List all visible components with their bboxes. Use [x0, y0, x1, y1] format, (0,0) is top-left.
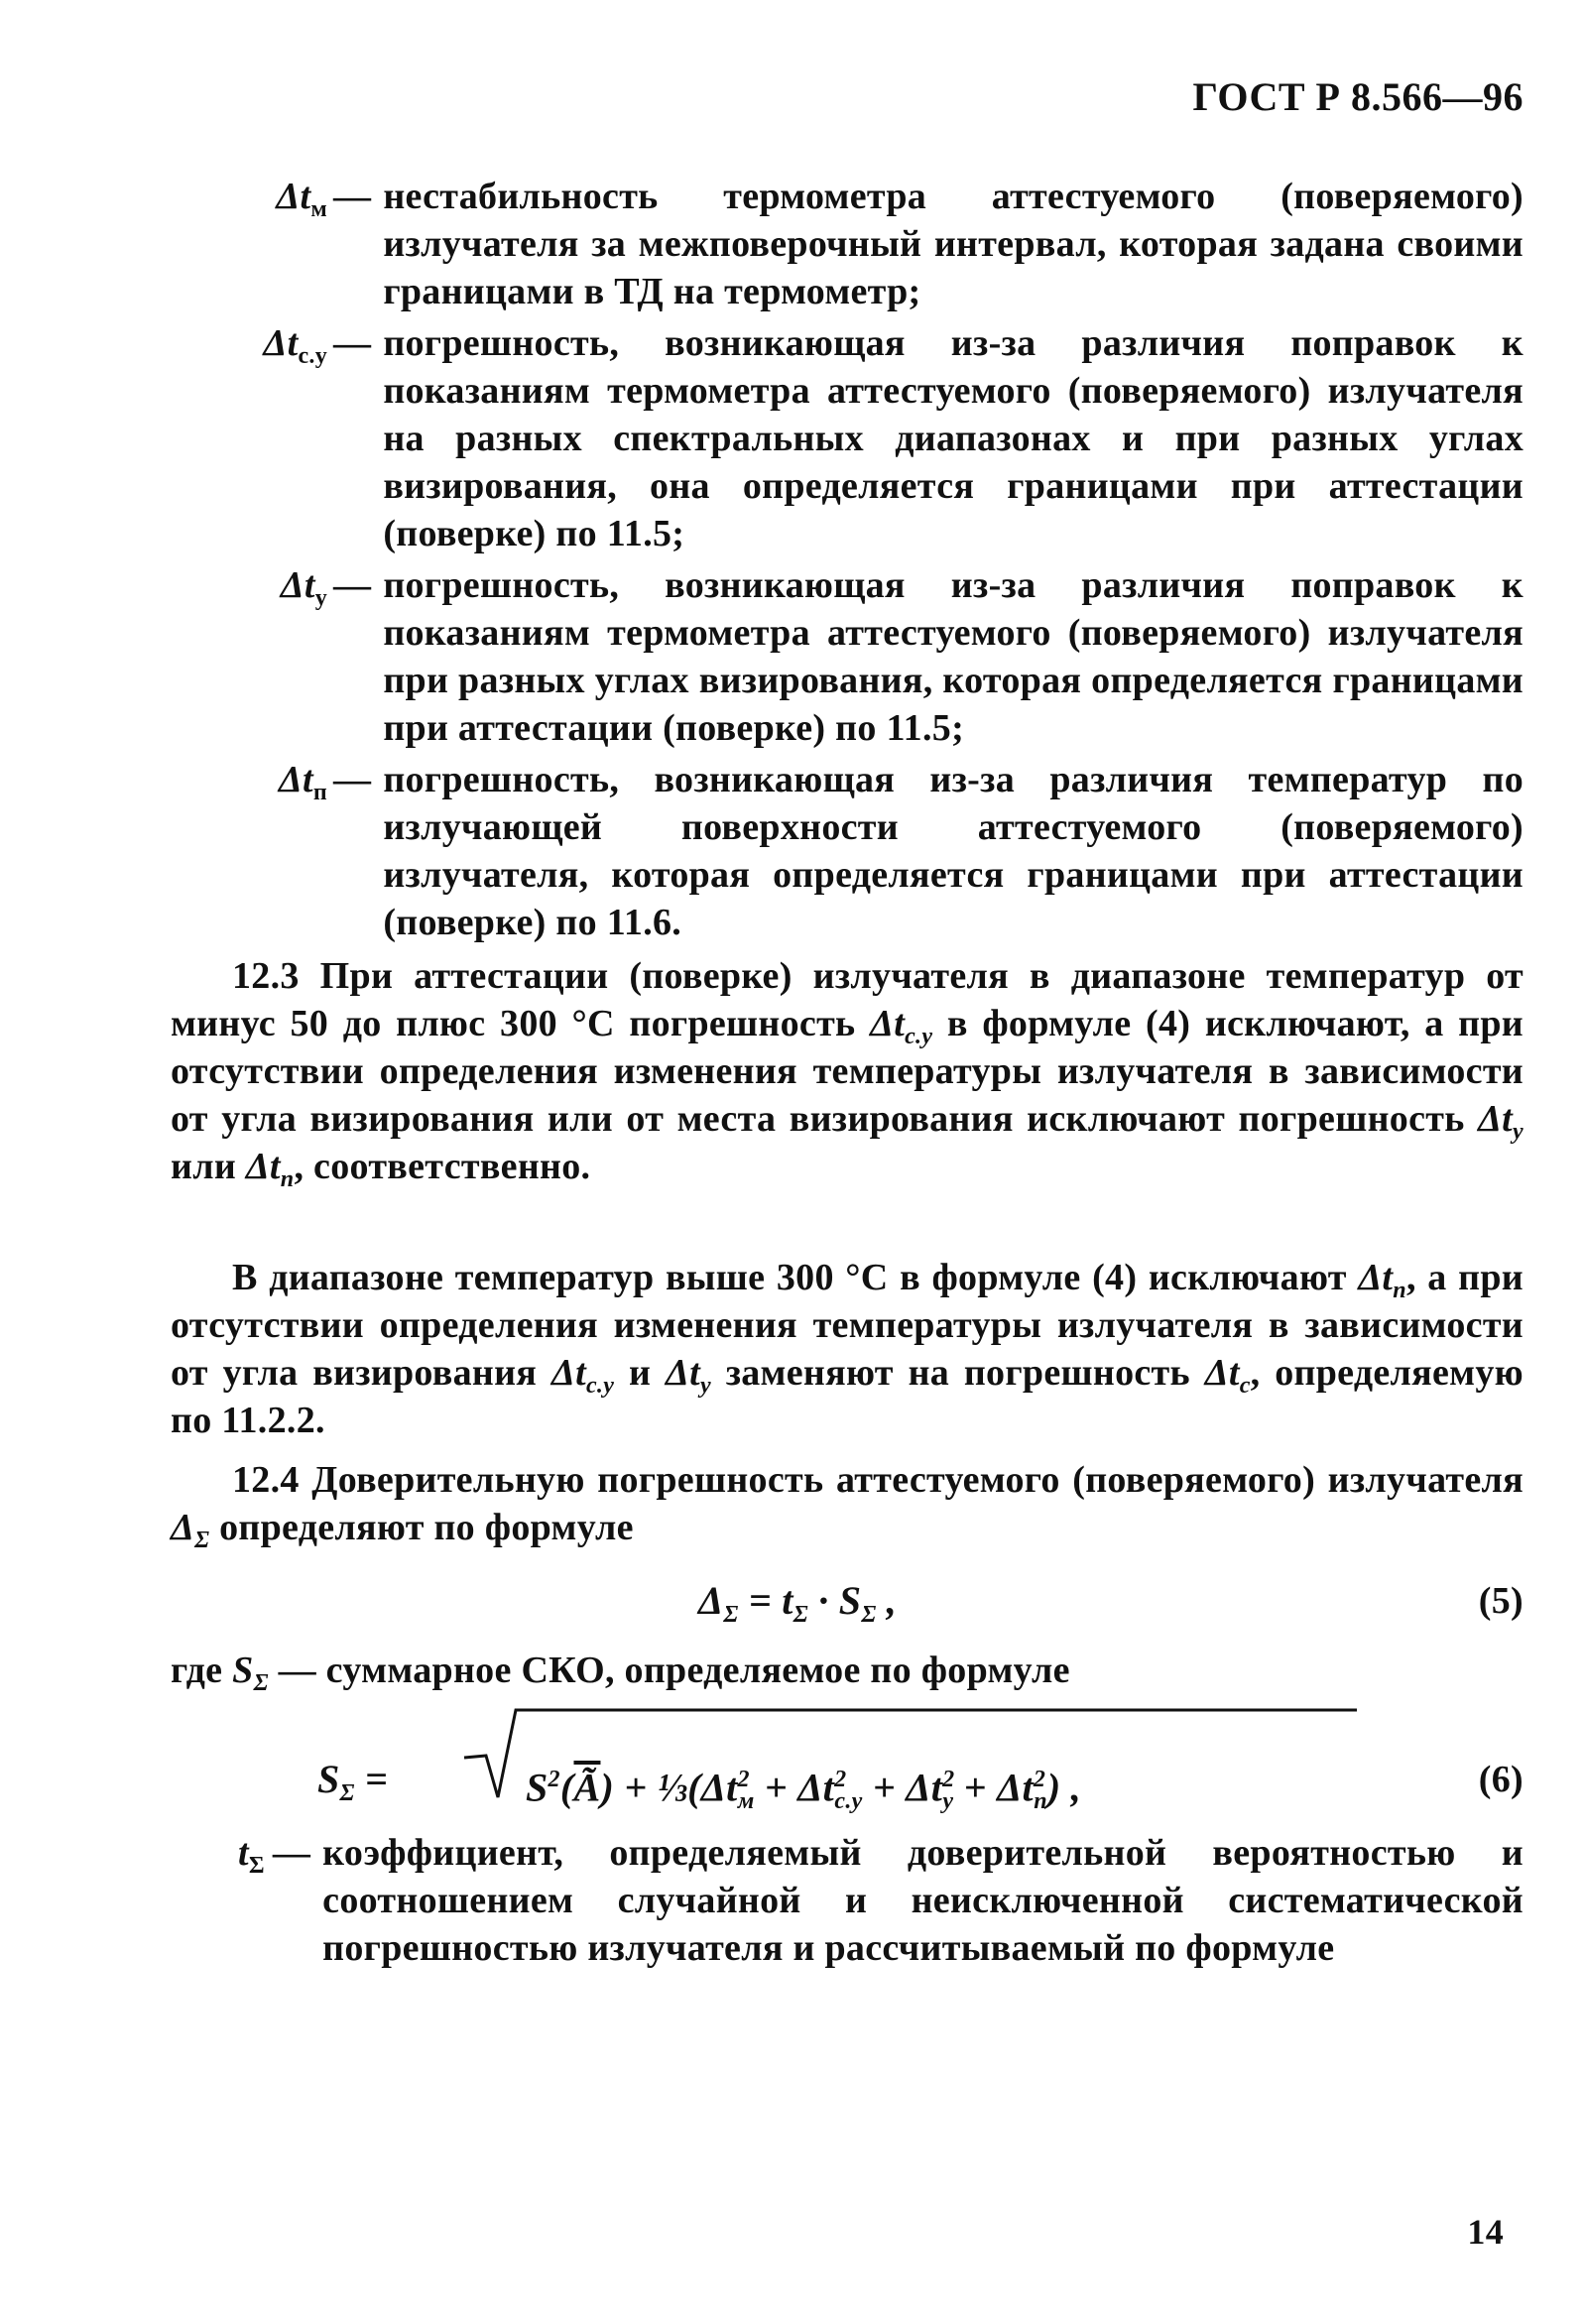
t-sigma-definition	[238, 1829, 1524, 1972]
definition-symbol	[194, 756, 333, 803]
formula-6: $S_\Sigma$ = $S^2(\overline{Ã})$ + $\frac{1}{3}(\Delta t^2_м + \Delta t^2_{с.у} + \Delta t^2_у + \Delta t^2_п)$ ,	[317, 1706, 1369, 1815]
definition-dash: —	[333, 759, 372, 800]
symbol-subscript: с.у	[298, 343, 327, 369]
definition-text: погрешность, возникающая из-за различия поправок к показаниям термометра аттестуемого (поверяемого) излучателя на разных спектральных диапазонах и при разных углах визирования, она определяется границами при аттестации (поверке) по 11.5;	[383, 322, 1524, 554]
symbol-base: Δt	[276, 176, 311, 217]
symbol-dt-s: $\Delta t_с$	[1204, 1352, 1251, 1399]
definition-item	[194, 319, 1524, 557]
document-code: ГОСТ Р 8.566—96	[1192, 74, 1524, 119]
definition-text: нестабильность термометра аттестуемого (поверяемого) излучателя за межповерочный интервал, которая задана своими границами в ТД на термометр;	[383, 176, 1524, 312]
definition-symbol	[194, 319, 333, 367]
definition-dash: —	[333, 564, 372, 606]
symbol-dt-y: $\Delta t_у$	[1478, 1098, 1524, 1145]
paragraph-12-3	[171, 952, 1524, 1190]
definition-text: погрешность, возникающая из-за различия поправок к показаниям термометра аттестуемого (поверяемого) излучателя при разных углах визирования, которая определяется границами при аттестации (поверке) по 11.5;	[383, 564, 1524, 749]
symbol-dt-sy: $\Delta t_{с.у}$	[870, 1003, 933, 1049]
text-run: , соответственно.	[294, 1146, 591, 1187]
definition-item	[194, 756, 1524, 946]
symbol-dt-y: $\Delta t_у$	[665, 1352, 711, 1399]
symbol-subscript: у	[314, 585, 327, 611]
where-s-sigma	[171, 1647, 1524, 1694]
symbol-subscript: м	[310, 196, 327, 222]
definition-text: погрешность, возникающая из-за различия температур по излучающей поверхности аттестуемого (поверяемого) излучателя, которая определяется границами при аттестации (поверке) по 11.6.	[383, 759, 1524, 943]
definition-symbol: $t_\Sigma$	[238, 1832, 265, 1879]
definitions-list	[194, 173, 1524, 946]
symbol-base: Δt	[278, 759, 313, 800]
symbol-dt-sy: $\Delta t_{с.у}$	[550, 1352, 615, 1399]
text-run: —	[268, 1650, 326, 1691]
text-run: где	[171, 1650, 233, 1691]
symbol-dt-p: $\Delta t_п$	[1358, 1257, 1406, 1303]
text-run: определяют по формуле	[209, 1507, 634, 1548]
text-run: В диапазоне температур выше 300 °С в формуле (4) исключают	[232, 1257, 1359, 1298]
symbol-base: Δt	[280, 564, 315, 606]
text-run: или	[171, 1146, 246, 1187]
definition-dash: —	[272, 1832, 311, 1874]
definition-dash: —	[333, 176, 372, 217]
text-run: в формуле (4) исключают, а при отсутствии определения изменения температуры излучателя в зависимости от угла визирования или от места визирования исключают погрешность	[171, 1003, 1524, 1140]
definition-item	[194, 173, 1524, 315]
symbol-s-sigma: $S_\Sigma$	[232, 1650, 269, 1696]
equation-number-5: (5)	[1478, 1580, 1524, 1622]
symbol-base: Δt	[263, 322, 299, 364]
definition-text: коэффициент, определяемый доверительной вероятностью и соотношением случайной и неисключенной систематической погрешностью излучателя и рассчитываемый по формуле	[322, 1832, 1524, 1969]
definition-symbol	[194, 561, 333, 609]
symbol-dt-p: $\Delta t_п$	[245, 1146, 295, 1192]
text-run: 12.4 Доверительную погрешность аттестуемого (поверяемого) излучателя	[232, 1459, 1524, 1501]
text-run: и	[614, 1352, 666, 1394]
text-run: суммарное СКО, определяемое по формуле	[325, 1650, 1070, 1691]
definition-symbol	[194, 173, 333, 220]
page-number: 14	[1467, 2212, 1504, 2252]
definition-item	[194, 561, 1524, 752]
symbol-subscript: п	[312, 780, 327, 805]
text-run: , а при отсутствии определения изменения температуры излучателя в зависимости от угла визирования	[171, 1257, 1524, 1394]
symbol-delta-sigma: $\Delta_\Sigma$	[171, 1507, 210, 1553]
text-run: , определяемую по 11.2.2.	[171, 1352, 1524, 1441]
formula-5: $\Delta_\Sigma = t_\Sigma \cdot S_\Sigma$ ,	[698, 1578, 898, 1628]
text-run: заменяют на погрешность	[710, 1352, 1205, 1394]
paragraph-12-4	[171, 1456, 1524, 1551]
equation-number-6: (6)	[1478, 1759, 1524, 1800]
text-run: 12.3 При аттестации (поверке) излучателя в диапазоне температур от минус 50 до плюс 300 °С погрешность	[171, 955, 1524, 1044]
definition-dash: —	[333, 322, 372, 364]
paragraph-temperature-range	[171, 1254, 1524, 1444]
